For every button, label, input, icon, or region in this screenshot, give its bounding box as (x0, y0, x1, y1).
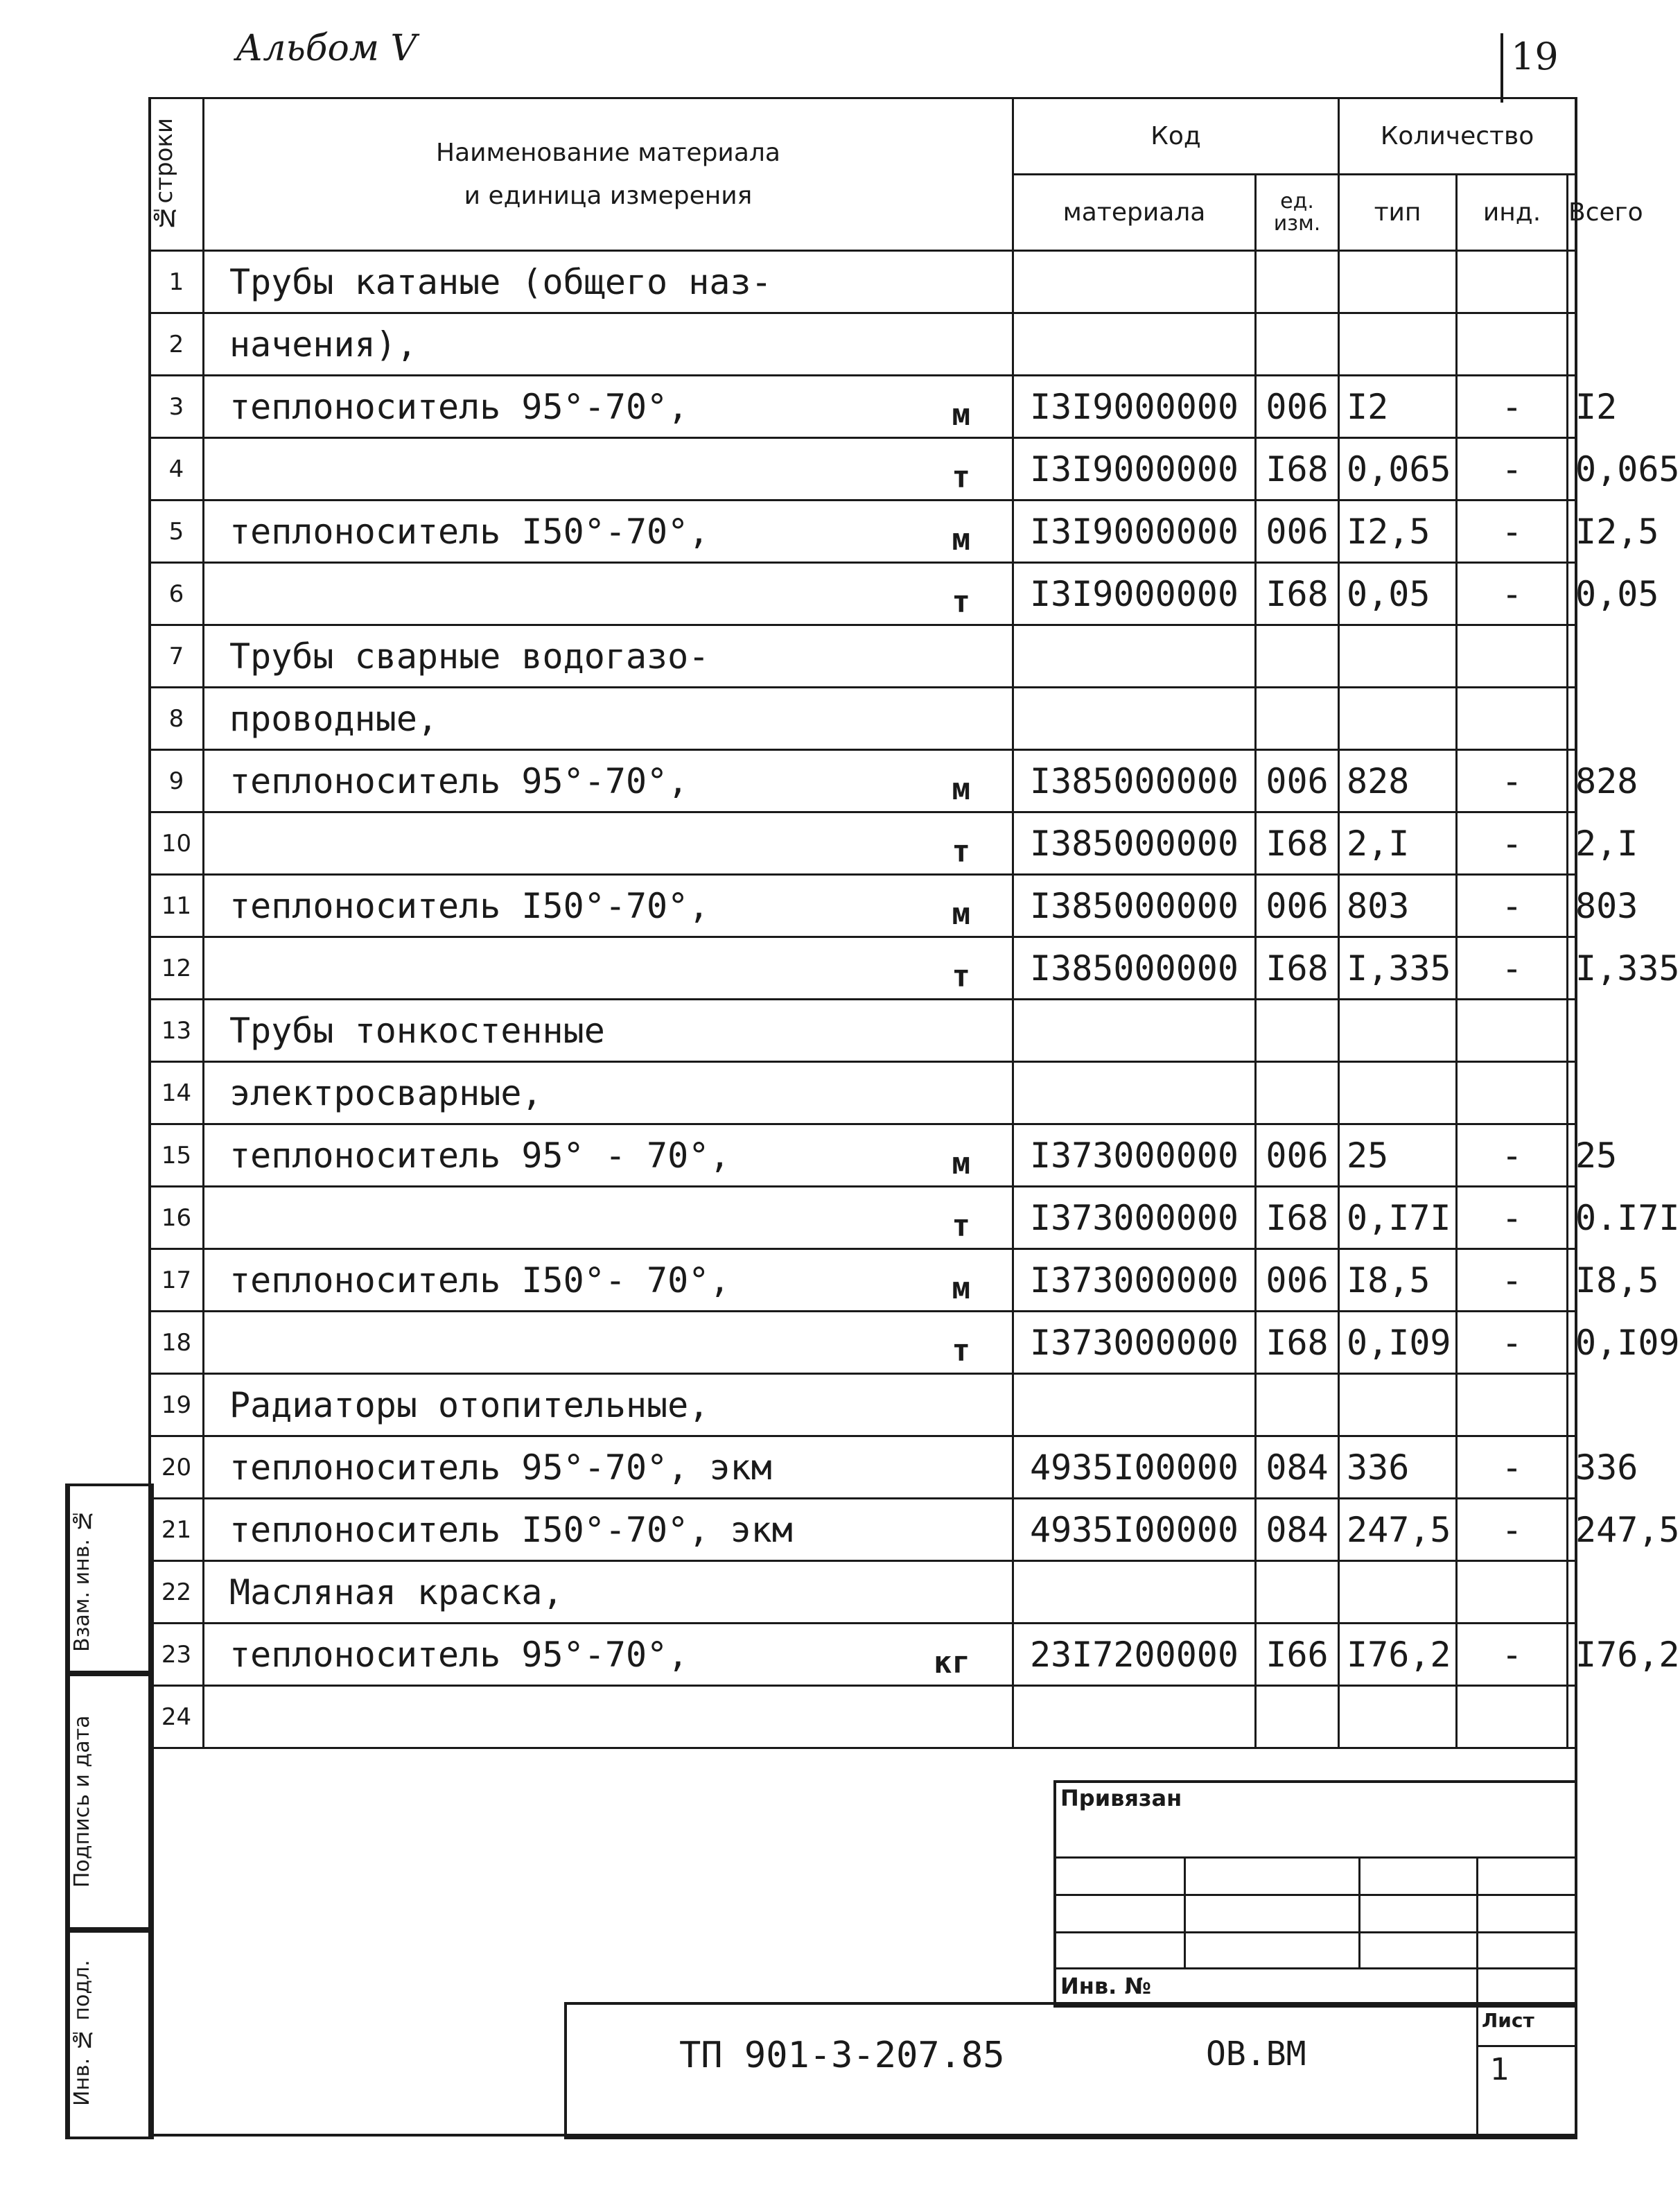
row-number: 3 (150, 376, 204, 438)
material-name (204, 625, 1013, 688)
material-code: I385000000 (1013, 750, 1256, 812)
table-row (150, 812, 1576, 875)
unit-abbrev: т (952, 1333, 970, 1368)
unit-code: 084 (1256, 1436, 1339, 1499)
unit-code (1256, 1686, 1339, 1748)
material-code: I385000000 (1013, 937, 1256, 1000)
qty-ind (1457, 625, 1568, 688)
material-code: I3I9000000 (1013, 563, 1256, 625)
qty-typ: I76,2 (1339, 1624, 1457, 1686)
qty-typ (1339, 1000, 1457, 1062)
qty-typ: I2 (1339, 376, 1457, 438)
sheet-label: Лист (1482, 2009, 1534, 2032)
tb-line (1053, 1931, 1575, 1933)
material-name (204, 875, 1013, 937)
qty-ind (1457, 1000, 1568, 1062)
unit-abbrev: т (952, 1208, 970, 1244)
material-code: 4935I00000 (1013, 1436, 1256, 1499)
material-code (1013, 1062, 1256, 1124)
qty-ind (1457, 688, 1568, 750)
material-name (204, 1624, 1013, 1686)
material-name-text: теплоноситель 95°-70°, (229, 760, 689, 801)
material-name-text: теплоноситель I50°-70°, экм (229, 1509, 793, 1550)
unit-code: I68 (1256, 438, 1339, 501)
table-row (150, 1187, 1576, 1249)
qty-total (1568, 1000, 1576, 1062)
unit-code (1256, 251, 1339, 313)
qty-typ (1339, 313, 1457, 376)
unit-abbrev: м (952, 896, 970, 932)
qty-ind (1457, 1062, 1568, 1124)
qty-total: 0,065 (1568, 438, 1576, 501)
sheet-mark: 19 (1511, 35, 1559, 78)
material-name (204, 1249, 1013, 1312)
qty-typ (1339, 1686, 1457, 1748)
table-row (150, 251, 1576, 313)
qty-total: 247,5 (1568, 1499, 1576, 1561)
unit-code: I66 (1256, 1624, 1339, 1686)
material-name (204, 563, 1013, 625)
unit-code: 006 (1256, 376, 1339, 438)
material-name-text: теплоноситель I50°-70°, (229, 511, 710, 552)
header-name: Наименование материала и единица измерения (204, 98, 1013, 251)
qty-typ: I8,5 (1339, 1249, 1457, 1312)
unit-abbrev: кг (934, 1645, 970, 1680)
table-row (150, 625, 1576, 688)
qty-total: I2,5 (1568, 501, 1576, 563)
row-number: 8 (150, 688, 204, 750)
material-name (204, 251, 1013, 313)
material-name (204, 688, 1013, 750)
qty-typ: 0,065 (1339, 438, 1457, 501)
row-number: 14 (150, 1062, 204, 1124)
stamp-divider (1476, 2002, 1478, 2134)
qty-total: I8,5 (1568, 1249, 1576, 1312)
row-number: 24 (150, 1686, 204, 1748)
table-row (150, 937, 1576, 1000)
qty-total: 0,05 (1568, 563, 1576, 625)
qty-total: 0,I09 (1568, 1312, 1576, 1374)
material-name (204, 1312, 1013, 1374)
qty-ind (1457, 313, 1568, 376)
qty-total: I76,2 (1568, 1624, 1576, 1686)
header-unit: ед. изм. (1256, 175, 1339, 251)
unit-code: 006 (1256, 1249, 1339, 1312)
qty-typ: 828 (1339, 750, 1457, 812)
material-code: 4935I00000 (1013, 1499, 1256, 1561)
row-number: 17 (150, 1249, 204, 1312)
unit-abbrev: т (952, 460, 970, 495)
tb-line (1053, 1967, 1575, 1969)
material-name-text: проводные, (229, 698, 439, 739)
material-name-text: теплоноситель I50°- 70°, (229, 1260, 730, 1300)
qty-typ (1339, 688, 1457, 750)
qty-total (1568, 1062, 1576, 1124)
unit-code: I68 (1256, 563, 1339, 625)
material-name-text: Трубы сварные водогазо- (229, 636, 710, 677)
qty-ind: - (1457, 812, 1568, 875)
material-name-text: теплоноситель 95°-70°, экм (229, 1447, 772, 1488)
material-code (1013, 251, 1256, 313)
qty-typ: 803 (1339, 875, 1457, 937)
unit-code (1256, 313, 1339, 376)
qty-ind: - (1457, 501, 1568, 563)
qty-total: 336 (1568, 1436, 1576, 1499)
unit-abbrev: м (952, 772, 970, 807)
row-number: 7 (150, 625, 204, 688)
material-name (204, 1374, 1013, 1436)
material-name-text: электросварные, (229, 1072, 543, 1113)
tb-line (1053, 1894, 1575, 1896)
material-name (204, 812, 1013, 875)
table-row (150, 1624, 1576, 1686)
header-ind: инд. (1457, 175, 1568, 251)
table-row (150, 1374, 1576, 1436)
material-code: I385000000 (1013, 875, 1256, 937)
unit-abbrev: м (952, 522, 970, 557)
header-material: материала (1013, 175, 1256, 251)
stamp-signature-date: Подпись и дата (65, 1671, 154, 1933)
stamp-divider (1476, 2045, 1575, 2047)
header-quantity: Количество (1339, 98, 1576, 175)
qty-ind: - (1457, 1249, 1568, 1312)
qty-ind (1457, 1686, 1568, 1748)
header-total: Всего (1568, 175, 1576, 251)
material-name (204, 1561, 1013, 1624)
sheet-divider (1500, 33, 1503, 103)
row-number: 5 (150, 501, 204, 563)
tb-line (1476, 1856, 1478, 2002)
qty-ind: - (1457, 376, 1568, 438)
material-name (204, 313, 1013, 376)
row-number: 20 (150, 1436, 204, 1499)
material-name (204, 1686, 1013, 1748)
row-number: 15 (150, 1124, 204, 1187)
qty-ind (1457, 1561, 1568, 1624)
document-code: ТП 901-3-207.85 (679, 2035, 1005, 2076)
qty-total (1568, 1686, 1576, 1748)
unit-abbrev: т (952, 834, 970, 869)
tb-line (1184, 1856, 1186, 1967)
qty-total (1568, 251, 1576, 313)
unit-code (1256, 688, 1339, 750)
material-name (204, 1000, 1013, 1062)
sheet-number: 1 (1490, 2052, 1510, 2087)
qty-ind (1457, 251, 1568, 313)
qty-ind: - (1457, 563, 1568, 625)
qty-ind: - (1457, 750, 1568, 812)
row-number: 11 (150, 875, 204, 937)
material-code: I373000000 (1013, 1249, 1256, 1312)
unit-code: 084 (1256, 1499, 1339, 1561)
material-code (1013, 1686, 1256, 1748)
unit-code: I68 (1256, 1187, 1339, 1249)
material-code (1013, 1561, 1256, 1624)
materials-table (148, 97, 1680, 1749)
unit-abbrev: м (952, 1271, 970, 1306)
qty-total (1568, 1561, 1576, 1624)
qty-typ: 0,05 (1339, 563, 1457, 625)
unit-code: I68 (1256, 937, 1339, 1000)
row-number: 12 (150, 937, 204, 1000)
unit-code: 006 (1256, 750, 1339, 812)
table-row (150, 1561, 1576, 1624)
table-row (150, 1249, 1576, 1312)
material-name-text: начения), (229, 324, 417, 365)
table-row (150, 1436, 1576, 1499)
unit-abbrev: т (952, 584, 970, 620)
unit-code: 006 (1256, 875, 1339, 937)
material-name (204, 438, 1013, 501)
material-code: 23I7200000 (1013, 1624, 1256, 1686)
material-name-text: теплоноситель I50°-70°, (229, 885, 710, 926)
unit-code: 006 (1256, 501, 1339, 563)
qty-total (1568, 625, 1576, 688)
unit-code (1256, 625, 1339, 688)
material-code: I3I9000000 (1013, 438, 1256, 501)
row-number: 4 (150, 438, 204, 501)
qty-total: 828 (1568, 750, 1576, 812)
material-name-text: Масляная краска, (229, 1572, 563, 1612)
unit-code (1256, 1561, 1339, 1624)
qty-ind: - (1457, 1124, 1568, 1187)
qty-typ: 0,I09 (1339, 1312, 1457, 1374)
material-name (204, 376, 1013, 438)
material-code (1013, 625, 1256, 688)
table-row (150, 1499, 1576, 1561)
qty-ind: - (1457, 875, 1568, 937)
qty-typ (1339, 1374, 1457, 1436)
qty-total (1568, 1374, 1576, 1436)
row-number: 13 (150, 1000, 204, 1062)
material-name-text: Трубы тонкостенные (229, 1010, 605, 1051)
header-typ: тип (1339, 175, 1457, 251)
qty-typ: 2,I (1339, 812, 1457, 875)
album-label: Альбом V (236, 28, 417, 69)
material-code (1013, 1000, 1256, 1062)
table-row (150, 1124, 1576, 1187)
material-name (204, 1124, 1013, 1187)
qty-typ (1339, 625, 1457, 688)
material-name (204, 750, 1013, 812)
material-name (204, 1062, 1013, 1124)
table-row (150, 1686, 1576, 1748)
unit-abbrev: м (952, 397, 970, 433)
unit-abbrev: т (952, 959, 970, 994)
row-number: 6 (150, 563, 204, 625)
qty-ind: - (1457, 438, 1568, 501)
material-name (204, 1187, 1013, 1249)
qty-ind: - (1457, 1312, 1568, 1374)
header-code: Код (1013, 98, 1339, 175)
table-row (150, 1312, 1576, 1374)
qty-ind: - (1457, 1499, 1568, 1561)
row-number: 1 (150, 251, 204, 313)
unit-code: I68 (1256, 1312, 1339, 1374)
stamp-vzam-inv: Взам. инв. № (65, 1484, 154, 1676)
material-name (204, 501, 1013, 563)
table-row (150, 376, 1576, 438)
material-name-text: Трубы катаные (общего наз- (229, 261, 772, 302)
material-name-text: Радиаторы отопительные, (229, 1384, 710, 1425)
table-row (150, 1000, 1576, 1062)
material-name-text: теплоноситель 95° - 70°, (229, 1135, 730, 1176)
unit-abbrev: м (952, 1146, 970, 1181)
tb-line (1053, 1856, 1575, 1859)
qty-typ: I,335 (1339, 937, 1457, 1000)
qty-typ: 247,5 (1339, 1499, 1457, 1561)
unit-code: 006 (1256, 1124, 1339, 1187)
qty-ind: - (1457, 1187, 1568, 1249)
material-code: I385000000 (1013, 812, 1256, 875)
row-number: 19 (150, 1374, 204, 1436)
table-row (150, 563, 1576, 625)
row-number: 10 (150, 812, 204, 875)
qty-total: I,335 (1568, 937, 1576, 1000)
qty-typ (1339, 1561, 1457, 1624)
row-number: 18 (150, 1312, 204, 1374)
qty-total (1568, 688, 1576, 750)
qty-total: 803 (1568, 875, 1576, 937)
row-number: 2 (150, 313, 204, 376)
material-name-text: теплоноситель 95°-70°, (229, 1634, 689, 1675)
material-code (1013, 313, 1256, 376)
qty-typ: I2,5 (1339, 501, 1457, 563)
qty-typ: 25 (1339, 1124, 1457, 1187)
header-row-no: №строки (150, 98, 204, 251)
row-number: 16 (150, 1187, 204, 1249)
qty-typ (1339, 251, 1457, 313)
qty-ind (1457, 1374, 1568, 1436)
qty-typ: 336 (1339, 1436, 1457, 1499)
stamp-inv-podl: Инв. № подл. (65, 1927, 154, 2139)
inv-no-label: Инв. № (1060, 1973, 1151, 1999)
privyazan-label: Привязан (1060, 1785, 1182, 1811)
unit-code (1256, 1000, 1339, 1062)
table-row (150, 501, 1576, 563)
tb-line (1358, 1856, 1360, 1967)
material-name (204, 937, 1013, 1000)
material-code: I373000000 (1013, 1187, 1256, 1249)
qty-typ (1339, 1062, 1457, 1124)
qty-typ: 0,I7I (1339, 1187, 1457, 1249)
material-code (1013, 1374, 1256, 1436)
row-number: 21 (150, 1499, 204, 1561)
material-code: I373000000 (1013, 1312, 1256, 1374)
table-row (150, 313, 1576, 376)
row-number: 23 (150, 1624, 204, 1686)
unit-code (1256, 1062, 1339, 1124)
qty-ind: - (1457, 1436, 1568, 1499)
row-number: 22 (150, 1561, 204, 1624)
material-name-text: теплоноситель 95°-70°, (229, 386, 689, 427)
table-row (150, 875, 1576, 937)
qty-total: 2,I (1568, 812, 1576, 875)
table-row (150, 1062, 1576, 1124)
material-code: I373000000 (1013, 1124, 1256, 1187)
document-mark: ОВ.ВМ (1206, 2035, 1306, 2073)
qty-ind: - (1457, 937, 1568, 1000)
material-code: I3I9000000 (1013, 376, 1256, 438)
qty-ind: - (1457, 1624, 1568, 1686)
material-name (204, 1499, 1013, 1561)
material-code: I3I9000000 (1013, 501, 1256, 563)
qty-total (1568, 313, 1576, 376)
material-code (1013, 688, 1256, 750)
qty-total: 25 (1568, 1124, 1576, 1187)
material-name (204, 1436, 1013, 1499)
qty-total: I2 (1568, 376, 1576, 438)
unit-code (1256, 1374, 1339, 1436)
table-row (150, 750, 1576, 812)
table-row (150, 688, 1576, 750)
unit-code: I68 (1256, 812, 1339, 875)
qty-total: 0.I7I (1568, 1187, 1576, 1249)
row-number: 9 (150, 750, 204, 812)
table-row (150, 438, 1576, 501)
